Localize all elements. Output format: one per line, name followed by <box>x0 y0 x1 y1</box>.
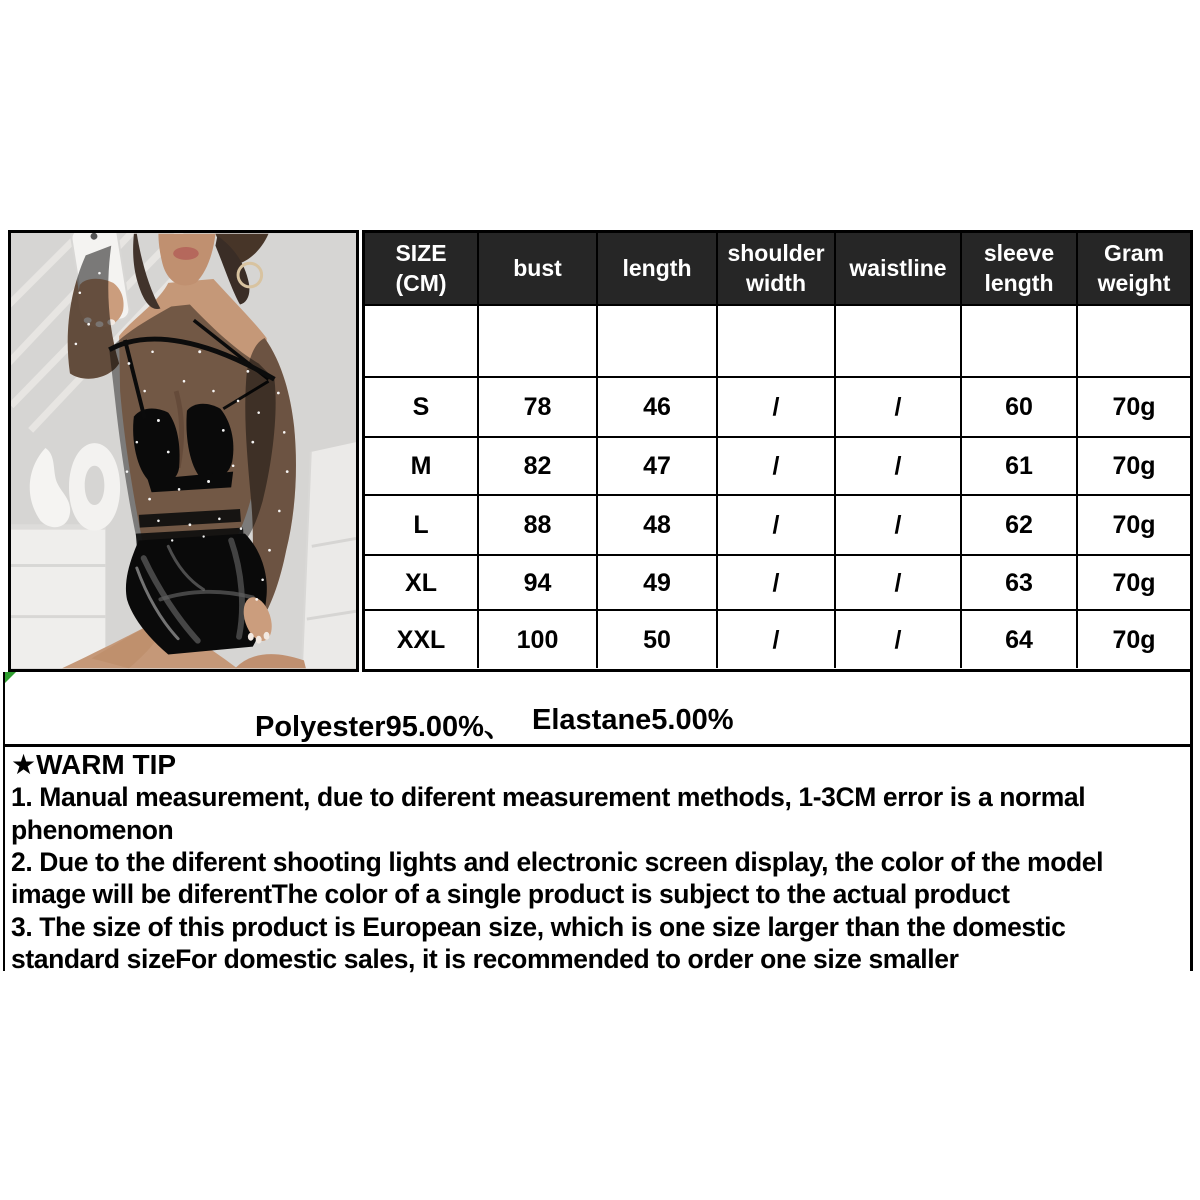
sleeve-length-value: 61 <box>962 438 1078 496</box>
gram-weight-value: 70g <box>1078 496 1190 556</box>
bust-value: 88 <box>479 496 598 556</box>
warm-tip-note-1: 1. Manual measurement, due to diferent measurement methods, 1-3CM error is a normal phenomenon <box>11 782 1086 845</box>
length-value: 50 <box>598 611 718 668</box>
fabric-elastane: Elastane5.00% <box>532 704 734 736</box>
gram-weight-value: 70g <box>1078 438 1190 496</box>
header-shoulder-width: shoulder width <box>718 233 836 306</box>
length-value: 46 <box>598 378 718 438</box>
warm-tip-note-2: 2. Due to the diferent shooting lights and electronic screen display, the color of the model image will be diferentThe color of a single product is subject to the actual product <box>11 846 1104 910</box>
size-label: M <box>365 438 479 496</box>
gram-weight-value: 70g <box>1112 625 1156 654</box>
fabric-composition-row <box>3 672 1193 747</box>
product-photo-illustration <box>11 233 356 669</box>
product-photo <box>8 230 359 672</box>
sleeve-length-value: 63 <box>962 556 1078 611</box>
waistline-value: / <box>836 438 962 496</box>
empty-cell <box>598 306 718 378</box>
fabric-polyester: Polyester95.00%、 <box>255 711 513 743</box>
shoulder-width-value: / <box>718 378 836 438</box>
waistline-value: / <box>836 496 962 556</box>
shoulder-width-value: / <box>718 611 836 668</box>
warm-tip-box <box>3 747 1193 974</box>
empty-cell <box>1078 306 1190 378</box>
bust-value: 78 <box>479 378 598 438</box>
empty-cell <box>836 306 962 378</box>
empty-cell <box>718 306 836 378</box>
bust-value: 94 <box>479 556 598 611</box>
warm-tip-note-3: 3. The size of this product is European size, which is one size larger than the domestic standard sizeFor domestic sales, it is recommended to order one size smaller <box>11 911 1066 974</box>
size-label: XL <box>365 556 479 611</box>
header-bust: bust <box>479 233 598 306</box>
empty-cell <box>365 306 479 378</box>
length-value: 48 <box>598 496 718 556</box>
header-size-cm: SIZE (CM) <box>365 233 479 306</box>
empty-cell <box>962 306 1078 378</box>
sleeve-length-value: 62 <box>962 496 1078 556</box>
cell-corner-marker <box>5 672 16 683</box>
header-gram-weight: Gram weight <box>1078 233 1190 306</box>
size-chart-table <box>362 230 1193 672</box>
header-length: length <box>598 233 718 306</box>
shoulder-width-value: / <box>718 556 836 611</box>
size-label: S <box>365 378 479 438</box>
sleeve-length-value: 60 <box>962 378 1078 438</box>
header-sleeve-length: sleeve length <box>962 233 1078 306</box>
gram-weight-value: 70g <box>1078 378 1190 438</box>
bust-value: 100 <box>479 611 598 668</box>
length-value: 47 <box>598 438 718 496</box>
gram-weight-value: 70g <box>1078 556 1190 611</box>
warm-tip-title: ★WARM TIP <box>11 749 177 780</box>
header-waistline: waistline <box>836 233 962 306</box>
waistline-value: / <box>836 378 962 438</box>
bust-value: 82 <box>479 438 598 496</box>
empty-cell <box>479 306 598 378</box>
sleeve-length-value: 64 <box>962 611 1078 668</box>
size-label: XXL <box>365 611 479 668</box>
length-value: 49 <box>598 556 718 611</box>
shoulder-width-value: / <box>718 438 836 496</box>
shoulder-width-value: / <box>718 496 836 556</box>
waistline-value: / <box>836 611 962 668</box>
size-label: L <box>365 496 479 556</box>
waistline-value: / <box>836 556 962 611</box>
